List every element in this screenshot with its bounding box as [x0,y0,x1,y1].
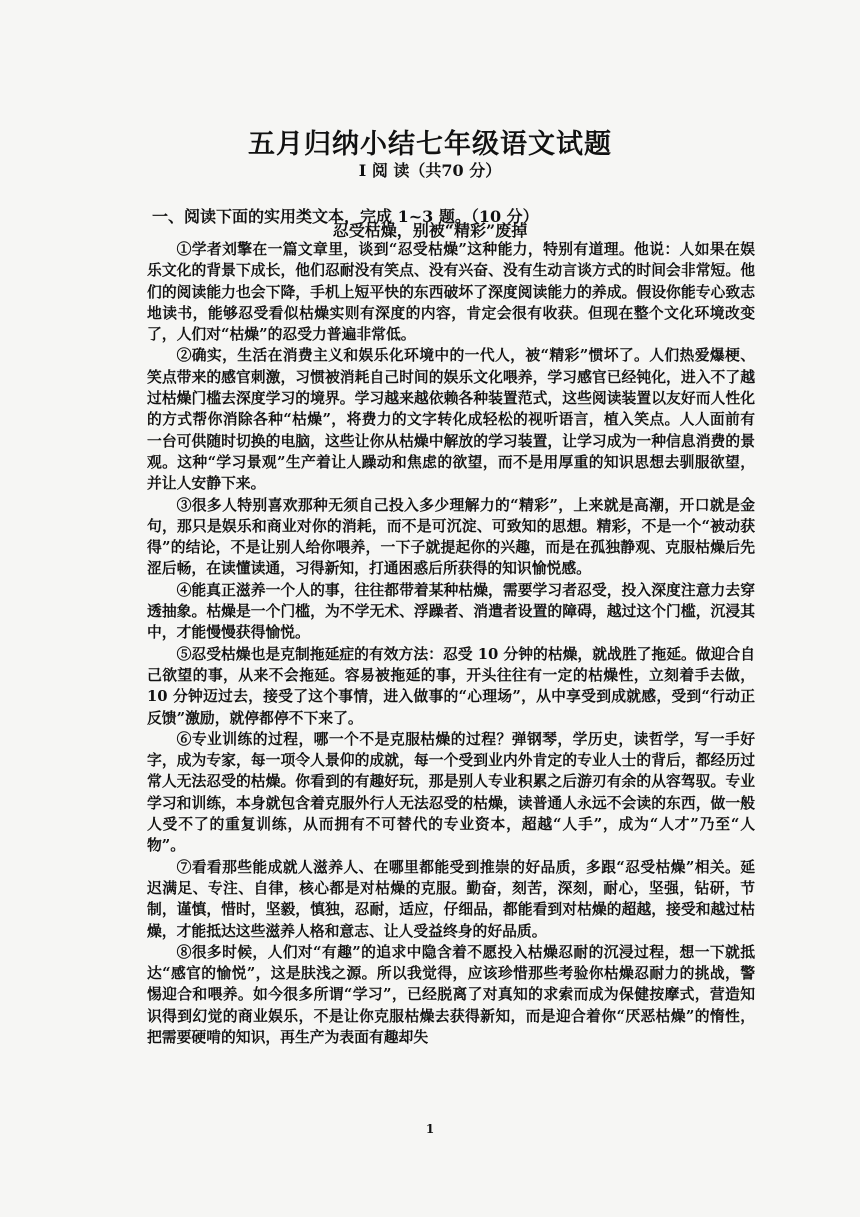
paragraph-1: ①学者刘擎在一篇文章里，谈到“忍受枯燥”这种能力，特别有道理。他说：人如果在娱乐文化的背景下成长，他们忍耐没有笑点、没有兴奋、没有生动言谈方式的时间会非常短。他们的阅读能力也会下降，手机上短平快的东西破坏了深度阅读能力的养成。假设你能专心致志地读书，能够忍受看似枯燥实则有深度的内容，肯定会很有收获。但现在整个文化环境改变了，人们对“枯燥”的忍受力普遍非常低。 [147,241,755,344]
page-number: 1 [425,1122,435,1136]
paragraph-6: ⑥专业训练的过程，哪一个不是克服枯燥的过程？弹钢琴，学历史，读哲学，写一手好字，成为专家，每一项令人景仰的成就，每一个受到业内外肯定的专业人士的背后，都经历过常人无法忍受的枯燥。你看到的有趣好玩，那是别人专业积累之后游刃有余的从容驾驭。专业学习和训练，本身就包含着克服外行人无法忍受的枯燥，读普通人永远不会读的东西，做一般人受不了的重复训练，从而拥有不可替代的专业资本，超越“人手”，成为“人才”乃至“人物”。 [147,730,755,855]
section-heading: 一、阅读下面的实用类文本，完成 1~3 题。（10 分） [152,207,539,226]
paragraph-3: ③很多人特别喜欢那种无须自己投入多少理解力的“精彩”，上来就是高潮，开口就是金句，那只是娱乐和商业对你的消耗，而不是可沉淀、可致知的思想。精彩，不是一个“被动获得”的结论，不是让别人给你喂养，一下子就提起你的兴趣，而是在孤独静观、克服枯燥后先涩后畅，在读懂读通，习得新知，打通困惑后所获得的知识愉悦感。 [147,496,755,578]
paragraph-4: ④能真正滋养一个人的事，往往都带着某种枯燥，需要学习者忍受，投入深度注意力去穿透抽象。枯燥是一个门槛，为不学无术、浮躁者、消遣者设置的障碍，越过这个门槛，沉浸其中，才能慢慢获得愉悦。 [147,581,755,642]
article-title: 忍受枯燥，别被“精彩”废掉 [332,221,528,240]
paragraph-7: ⑦看看那些能成就人滋养人、在哪里都能受到推崇的好品质，多跟“忍受枯燥”相关。延迟满足、专注、自律，核心都是对枯燥的克服。勤奋，刻苦，深刻，耐心，坚强，钻研，节制，谨慎，惜时，坚毅，慎独，忍耐，适应，仔细品，都能看到对枯燥的超越，接受和越过枯燥，才能抵达这些滋养人格和意志、让人受益终身的好品质。 [147,858,755,940]
paragraph-2: ②确实，生活在消费主义和娱乐化环境中的一代人，被“精彩”惯坏了。人们热爱爆梗、笑点带来的感官刺激，习惯被消耗自己时间的娱乐文化喂养，学习感官已经钝化，进入不了越过枯燥门槛去深度学习的境界。学习越来越依赖各种装置范式，这些阅读装置以友好而人性化的方式帮你消除各种“枯燥”，将费力的文字转化成轻松的视听语言，植入笑点。人人面前有一台可供随时切换的电脑，这些让你从枯燥中解放的学习装置，让学习成为一种信息消费的景观。这种“学习景观”生产着让人躁动和焦虑的欲望，而不是用厚重的知识思想去驯服欲望，并让人安静下来。 [147,347,755,493]
paragraph-8: ⑧很多时候，人们对“有趣”的追求中隐含着不愿投入枯燥忍耐的沉浸过程，想一下就抵达“感官的愉悦”，这是肤浅之源。所以我觉得，应该珍惜那些考验你枯燥忍耐力的挑战，警惕迎合和喂养。如今很多所谓“学习”，已经脱离了对真知的求索而成为保健按摩式，营造知识得到幻觉的商业娱乐，不是让你克服枯燥去获得新知，而是迎合着你“厌恶枯燥”的惰性，把需要硬啃的知识，再生产为表面有趣却失 [147,943,755,1046]
exam-subtitle: I 阅 读（共70 分） [358,161,502,180]
article-body [147,239,755,1048]
paragraph-5: ⑤忍受枯燥也是克制拖延症的有效方法：忍受 10 分钟的枯燥，就战胜了拖延。做迎合自己欲望的事，从来不会拖延。容易被拖延的事，开头往往有一定的枯燥性，立刻着手去做，10 分钟迈过去，接受了这个事情，进入做事的“心理场”，从中享受到成就感，受到“行动正反馈”激励，就停都停不下来了。 [147,645,755,727]
exam-title: 五月归纳小结七年级语文试题 [248,129,612,160]
